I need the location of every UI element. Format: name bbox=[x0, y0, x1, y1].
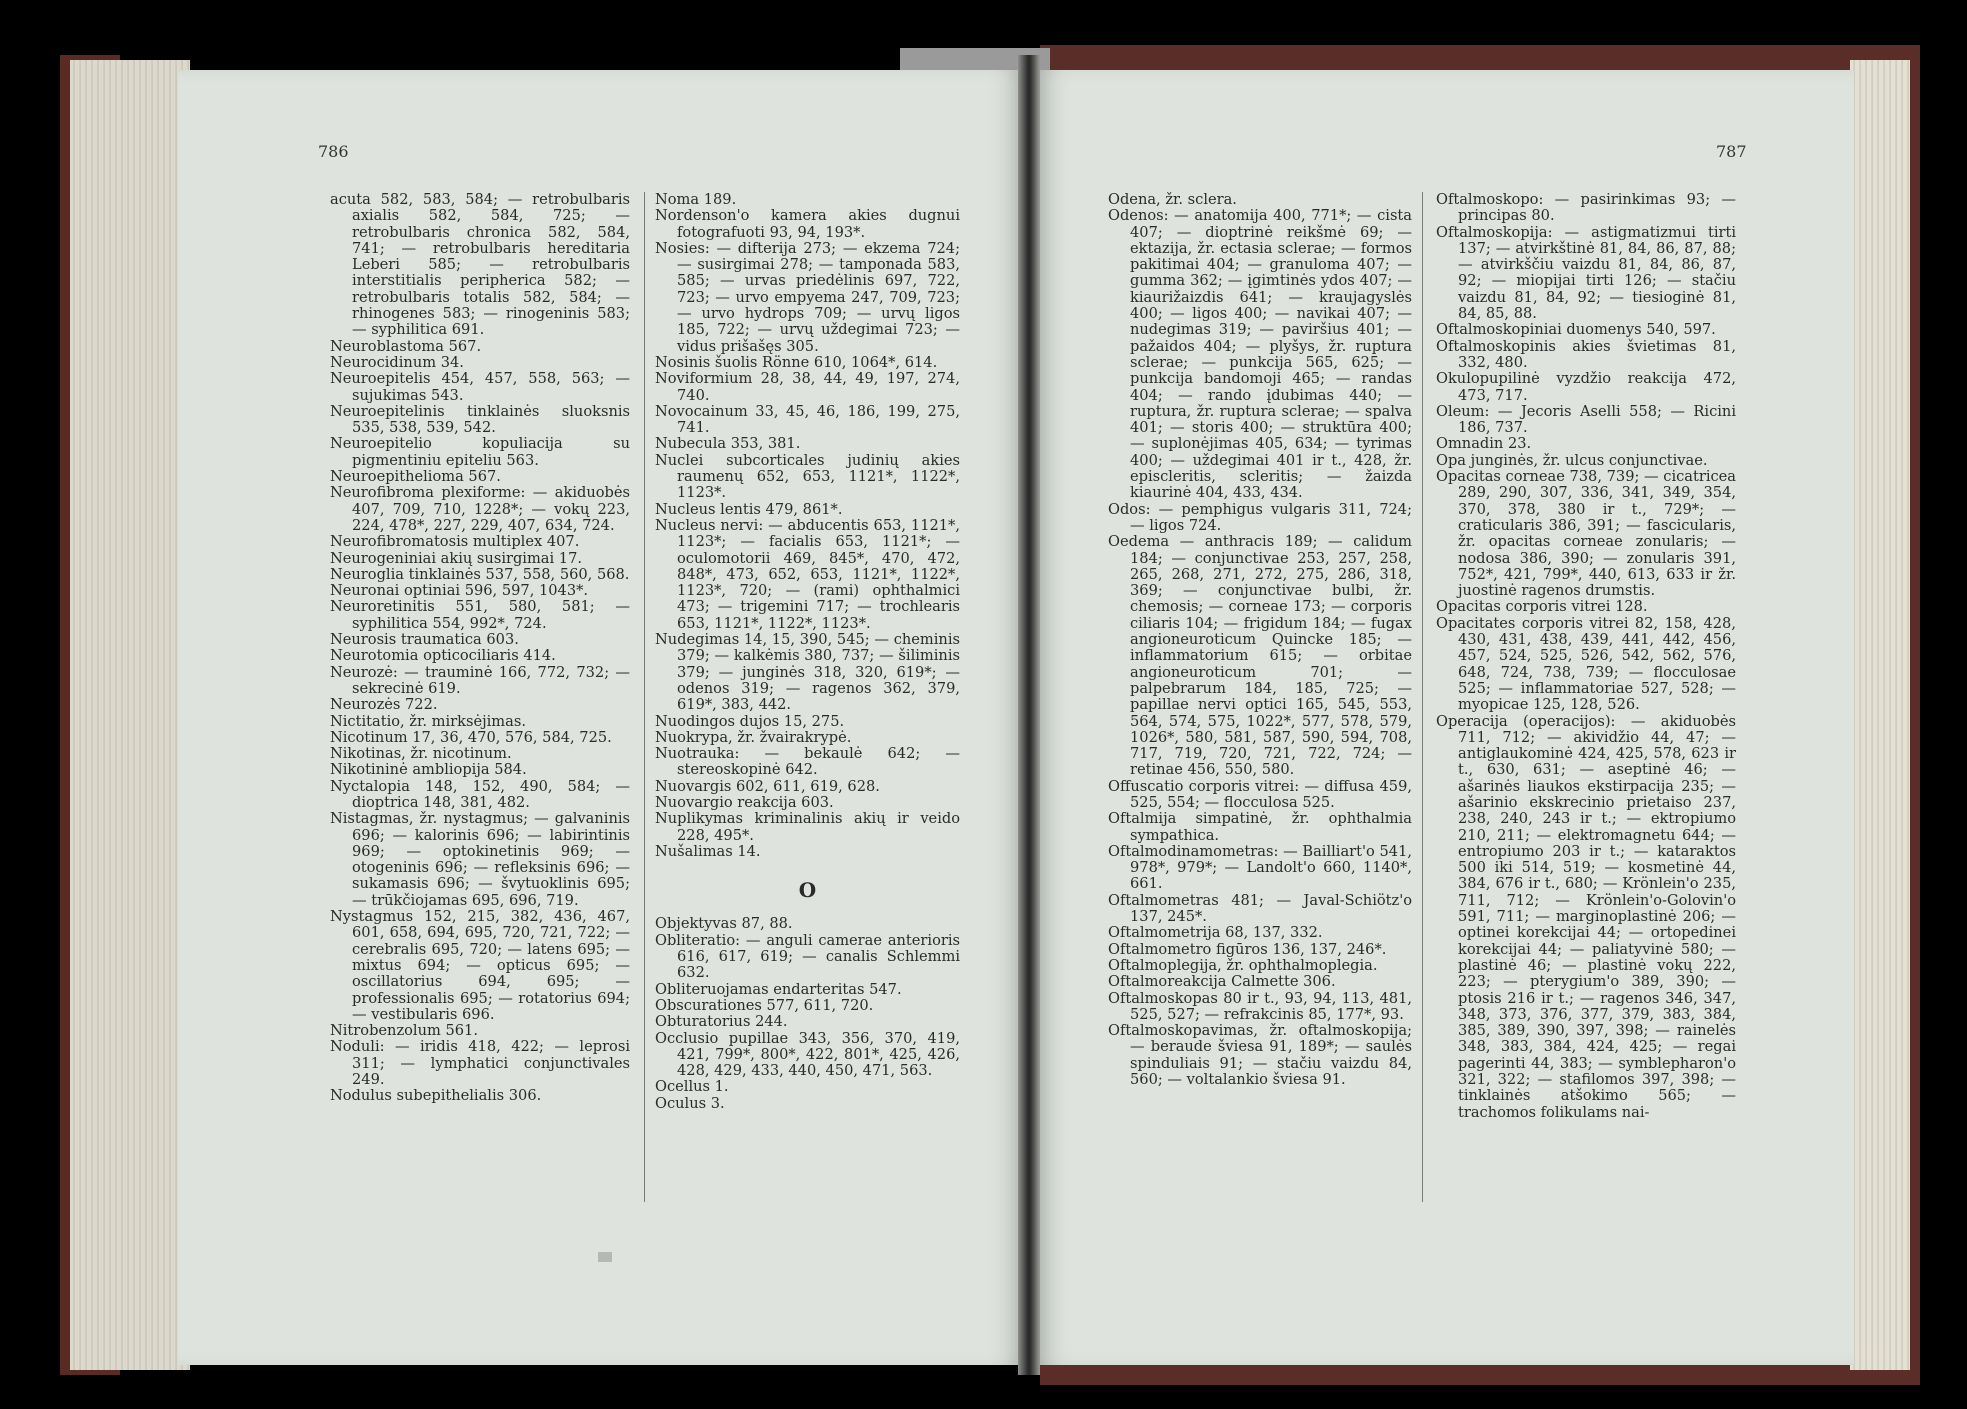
print-smudge bbox=[598, 1252, 612, 1262]
index-entry: Oftalmometro figūros 136, 137, 246*. bbox=[1108, 940, 1387, 958]
index-entry: Nucleus nervi: — abducentis 653, 1121*, 1123*; — facialis 653, 1121*; — oculomotorii 469, 845*, 470, 472, 848*, 473, 652, 653, 1121*, 1122*, 1123*, 720; — (rami) ophthalmici 473; — trigemini 717; — trochlearis 653, 1121*, 1122*, 1123*. bbox=[655, 516, 960, 632]
index-entry: Operacija (operacijos): — akiduobės 711, 712; — akividžio 44, 47; — antiglaukominė 424, 425, 578, 623 ir t., 630, 631; — aseptinė 46; — ašarinės liaukos ekstirpacija 235; — ašarinio ekskrecinio prietaiso 237, 238, 240, 243 ir t.; — ektropiumo 210, 211; — elektromagnetu 644; — entropiumo 203 ir t.; — kataraktos 500 iki 514, 519; — kosmetinė 44, 384, 676 ir t., 680; — Krönlein'o 235, 711, 712; — Krönlein'o-Golovin'o 591, 711; — marginoplastinė 206; — optinei korekcijai 44; — ortopedinei korekcijai 44; — paliatyvinė 580; — plastinė 46; — plastinė vokų 222, 223; — pterygium'o 389, 390; — ptosis 216 ir t.; — ragenos 346, 347, 348, 373, 376, 377, 379, 383, 384, 385, 389, 390, 397, 398; — rainelės 348, 383, 384, 424, 425; — regai pagerinti 44, 383; — symblepharon'o 321, 322; — stafilomos 397, 398; — tinklainės atšokimo 565; — trachomos folikulams nai- bbox=[1436, 712, 1736, 1121]
index-column-2 bbox=[655, 192, 960, 1112]
index-entry: Opacitas corneae 738, 739; — cicatricea 289, 290, 307, 336, 341, 349, 354, 370, 378, 380 ir t., 729*; — craticularis 386, 391; — fascicularis, žr. opacitas corneae zonularis; — nodosa 386, 390; — zonularis 391, 752*, 421, 799*, 440, 613, 633 ir žr. juostinė ragenos drumstis. bbox=[1436, 468, 1736, 600]
index-entry: Nistagmas, žr. nystagmus; — galvaninis 696; — kalorinis 696; — labirintinis 969; — optokinetinis 969; — otogeninis 696; — refleksinis 696; — sukamasis 696; — švytuoklinis 695; — trūkčiojamas 695, 696, 719. bbox=[330, 810, 630, 909]
index-entry: Nyctalopia 148, 152, 490, 584; — dioptrica 148, 381, 482. bbox=[330, 777, 630, 811]
index-entry: Oftalmometras 481; — Javal-Schiötz'o 137, 245*. bbox=[1108, 891, 1412, 926]
index-entry: Obscurationes 577, 611, 720. bbox=[655, 996, 874, 1014]
page-edges-left bbox=[70, 60, 190, 1370]
index-column-4 bbox=[1436, 192, 1736, 1121]
index-entry: Nuovargio reakcija 603. bbox=[655, 793, 834, 811]
index-entry: Oftalmoskopas 80 ir t., 93, 94, 113, 481, 525, 527; — refrakcinis 85, 177*, 93. bbox=[1108, 989, 1412, 1023]
index-entry: Nystagmus 152, 215, 382, 436, 467, 601, 658, 694, 695, 720, 721, 722; — cerebralis 695, 720; — latens 695; — mixtus 694; — opticus 695; — oscillatorius 694, 695; — professionalis 695; — rotatorius 694; — vestibularis 696. bbox=[330, 908, 630, 1023]
index-entry: Nuodingos dujos 15, 275. bbox=[655, 712, 845, 730]
index-entry: Neurozės 722. bbox=[330, 696, 438, 714]
index-entry: Neurosis traumatica 603. bbox=[330, 631, 519, 649]
index-entry: Novocainum 33, 45, 46, 186, 199, 275, 741. bbox=[655, 402, 960, 437]
page-number-right: 787 bbox=[1716, 142, 1747, 161]
index-entry: Nodulus subepithelialis 306. bbox=[330, 1087, 542, 1105]
index-entry: Nordenson'o kamera akies dugnui fotografuoti 93, 94, 193*. bbox=[655, 207, 960, 241]
index-entry: Neurofibroma plexiforme: — akiduobės 407, 709, 710, 1228*; — vokų 223, 224, 478*, 227, 229, 407, 634, 724. bbox=[330, 484, 630, 534]
index-entry: Oculus 3. bbox=[655, 1094, 725, 1112]
index-entry: Nikotininė ambliopija 584. bbox=[330, 761, 527, 779]
section-letter-heading: O bbox=[798, 878, 817, 903]
index-entry: Neurogeniniai akių susirgimai 17. bbox=[330, 549, 583, 567]
page-edges-right bbox=[1850, 60, 1910, 1370]
index-entry: Nuotrauka: — bekaulė 642; — stereoskopinė 642. bbox=[655, 745, 960, 779]
index-entry: Omnadin 23. bbox=[1436, 435, 1532, 453]
index-entry: Neuroepitelinis tinklainės sluoksnis 535, 538, 539, 542. bbox=[330, 402, 630, 437]
index-entry: Okulopupilinė vyzdžio reakcija 472, 473, 717. bbox=[1436, 370, 1736, 404]
index-entry: Nikotinas, žr. nicotinum. bbox=[330, 745, 512, 763]
index-entry: Nudegimas 14, 15, 390, 545; — cheminis 379; — kalkėmis 380, 737; — šiliminis 379; — junginės 318, 320, 619*; — odenos 319; — ragenos 362, 379, 619*, 383, 442. bbox=[655, 631, 960, 714]
index-entry: Nitrobenzolum 561. bbox=[330, 1022, 478, 1040]
index-column-1 bbox=[330, 192, 630, 1105]
index-entry: Opacitas corporis vitrei 128. bbox=[1436, 598, 1648, 616]
index-entry: Neurocidinum 34. bbox=[330, 353, 464, 371]
index-entry: Nuokrypa, žr. žvairakrypė. bbox=[655, 728, 852, 746]
index-entry: Odos: — pemphigus vulgaris 311, 724; — ligos 724. bbox=[1108, 500, 1412, 534]
index-entry: Oftalmodinamometras: — Bailliart'o 541, 978*, 979*; — Landolt'o 660, 1140*, 661. bbox=[1108, 842, 1412, 893]
index-entry: Offuscatio corporis vitrei: — diffusa 459, 525, 554; — flocculosa 525. bbox=[1108, 777, 1412, 811]
index-entry: Noduli: — iridis 418, 422; — leprosi 311; — lymphatici conjunctivales 249. bbox=[330, 1038, 630, 1089]
index-entry: Noma 189. bbox=[655, 191, 737, 208]
index-entry: Oftalmoskopinis akies švietimas 81, 332, 480. bbox=[1436, 337, 1736, 371]
index-entry: Neuroglia tinklainės 537, 558, 560, 568. bbox=[330, 565, 630, 583]
book-gutter bbox=[1018, 55, 1040, 1375]
index-entry: Nosies: — difterija 273; — ekzema 724; — susirgimai 278; — tamponada 583, 585; — urvas priedėlinis 697, 722, 723; — urvo empyema 247, 709, 723; — urvo hydrops 709; — urvų ligos 185, 722; — urvų uždegimai 723; — vidus prišašęs 305. bbox=[655, 239, 960, 355]
column-divider-right-page bbox=[1422, 192, 1423, 1202]
index-entry: Odena, žr. sclera. bbox=[1108, 191, 1237, 208]
index-entry: Neurozė: — trauminė 166, 772, 732; — sekrecinė 619. bbox=[330, 663, 630, 697]
index-entry: Nictitatio, žr. mirksėjimas. bbox=[330, 712, 526, 730]
index-entry: Noviformium 28, 38, 44, 49, 197, 274, 740. bbox=[655, 370, 960, 404]
index-entry: Obliteruojamas endarteritas 547. bbox=[655, 980, 902, 998]
index-entry: Nušalimas 14. bbox=[655, 842, 761, 860]
index-entry: Oftalmoplegija, žr. ophthalmoplegia. bbox=[1108, 956, 1378, 974]
index-entry: Nuovargis 602, 611, 619, 628. bbox=[655, 777, 880, 795]
index-column-3 bbox=[1108, 192, 1412, 1088]
index-entry: Oftalmometrija 68, 137, 332. bbox=[1108, 924, 1323, 942]
index-entry: Oftalmoskopiniai duomenys 540, 597. bbox=[1436, 321, 1716, 339]
index-entry: Oftalmija simpatinė, žr. ophthalmia sympathica. bbox=[1108, 810, 1412, 844]
index-entry: Nicotinum 17, 36, 470, 576, 584, 725. bbox=[330, 728, 612, 746]
index-entry: Nucleus lentis 479, 861*. bbox=[655, 500, 843, 518]
index-entry: Nuplikymas kriminalinis akių ir veido 228, 495*. bbox=[655, 810, 960, 844]
index-entry: Oftalmoskopo: — pasirinkimas 93; — principas 80. bbox=[1436, 191, 1736, 225]
page-number-left: 786 bbox=[318, 142, 349, 161]
index-entry: acuta 582, 583, 584; — retrobulbaris axialis 582, 584, 725; — retrobulbaris chronica 582, 584, 741; — retrobulbaris hereditaria Leberi 585; — retrobulbaris interstitialis peripherica 582; — retrobulbaris totalis 582, 584; — rhinogenes 583; — rinogeninis 583; — syphilitica 691. bbox=[330, 191, 630, 339]
index-entry: Oleum: — Jecoris Aselli 558; — Ricini 186, 737. bbox=[1436, 402, 1736, 437]
index-entry: Neuroblastoma 567. bbox=[330, 337, 482, 355]
index-entry: Opacitates corporis vitrei 82, 158, 428, 430, 431, 438, 439, 441, 442, 456, 457, 524, 525, 526, 542, 562, 576, 648, 724, 738, 739; — flocculosae 525; — inflammatoriae 527, 528; — myopicae 125, 128, 526. bbox=[1436, 614, 1736, 714]
index-entry: Neuroepitelis 454, 457, 558, 563; — sujukimas 543. bbox=[330, 370, 630, 404]
index-entry: Neurotomia opticociliaris 414. bbox=[330, 647, 556, 665]
index-entry: Neuronai optiniai 596, 597, 1043*. bbox=[330, 582, 589, 600]
index-entry: Neuroepithelioma 567. bbox=[330, 468, 501, 486]
column-divider-left-page bbox=[644, 192, 645, 1202]
index-entry: Neuroepitelio kopuliacija su pigmentiniu epiteliu 563. bbox=[330, 435, 630, 469]
index-entry: Neuroretinitis 551, 580, 581; — syphilitica 554, 992*, 724. bbox=[330, 598, 630, 632]
index-entry: Odenos: — anatomija 400, 771*; — cista 407; — dioptrinė reikšmė 69; — ektazija, žr. ectasia sclerae; — formos pakitimai 404; — granuloma 407; — gumma 362; — įgimtinės ydos 407; — kiaurižaizdis 641; — kraujagyslės 400; — ligos 400; — navikai 407; — nudegimas 319; — paviršius 401; — pažaidos 404; — plyšys, žr. ruptura sclerae; — punkcija 565, 625; — punkcija bandomoji 465; — randas 404; — rando įdubimas 440; — ruptura, žr. ruptura sclerae; — spalva 401; — storis 400; — struktūra 400; — suplonėjimas 405, 634; — tyrimas 400; — uždegimai 401 ir t., 428, žr. episcleritis, scleritis; — žaizda kiaurinė 404, 433, 434. bbox=[1108, 207, 1412, 502]
index-entry: Opa junginės, žr. ulcus conjunctivae. bbox=[1436, 451, 1708, 469]
index-entry: Obliteratio: — anguli camerae anterioris 616, 617, 619; — canalis Schlemmi 632. bbox=[655, 931, 960, 982]
index-entry: Nuclei subcorticales judinių akies raumenų 652, 653, 1121*, 1122*, 1123*. bbox=[655, 451, 960, 502]
index-entry: Oedema — anthracis 189; — calidum 184; — conjunctivae 253, 257, 258, 265, 268, 271, 272, 275, 286, 318, 369; — conjunctivae bulbi, žr. chemosis; — corneae 173; — corporis ciliaris 104; — frigidum 184; — fugax angioneuroticum Quincke 185; — inflammatorium 615; — orbitae angioneuroticum 701; — palpebrarum 184, 185, 725; — papillae nervi optici 165, 545, 553, 564, 574, 575, 1022*, 577, 578, 579, 1026*, 580, 581, 587, 590, 594, 708, 717, 719, 720, 721, 722, 724; — retinae 456, 550, 580. bbox=[1108, 533, 1412, 779]
index-entry: Occlusio pupillae 343, 356, 370, 419, 421, 799*, 800*, 422, 801*, 425, 426, 428, 429, 433, 440, 450, 471, 563. bbox=[655, 1029, 960, 1080]
index-entry: Nosinis šuolis Rönne 610, 1064*, 614. bbox=[655, 353, 938, 371]
index-entry: Objektyvas 87, 88. bbox=[655, 915, 793, 933]
index-entry: Nubecula 353, 381. bbox=[655, 435, 801, 453]
index-entry: Obturatorius 244. bbox=[655, 1013, 788, 1031]
index-entry: Oftalmoskopija: — astigmatizmui tirti 137; — atvirkštinė 81, 84, 86, 87, 88; — atvirkščiu vaizdu 81, 84, 86, 87, 92; — miopijai tirti 126; — stačiu vaizdu 81, 84, 92; — tiesioginė 81, 84, 85, 88. bbox=[1436, 223, 1736, 323]
index-entry: Neurofibromatosis multiplex 407. bbox=[330, 533, 580, 551]
index-entry: Oftalmoskopavimas, žr. oftalmoskopija; — beraude šviesa 91, 189*; — saulės spinduliais 91; — stačiu vaizdu 84, 560; — voltalankio šviesa 91. bbox=[1108, 1022, 1412, 1089]
index-entry: Ocellus 1. bbox=[655, 1078, 729, 1096]
index-entry: Oftalmoreakcija Calmette 306. bbox=[1108, 973, 1336, 991]
